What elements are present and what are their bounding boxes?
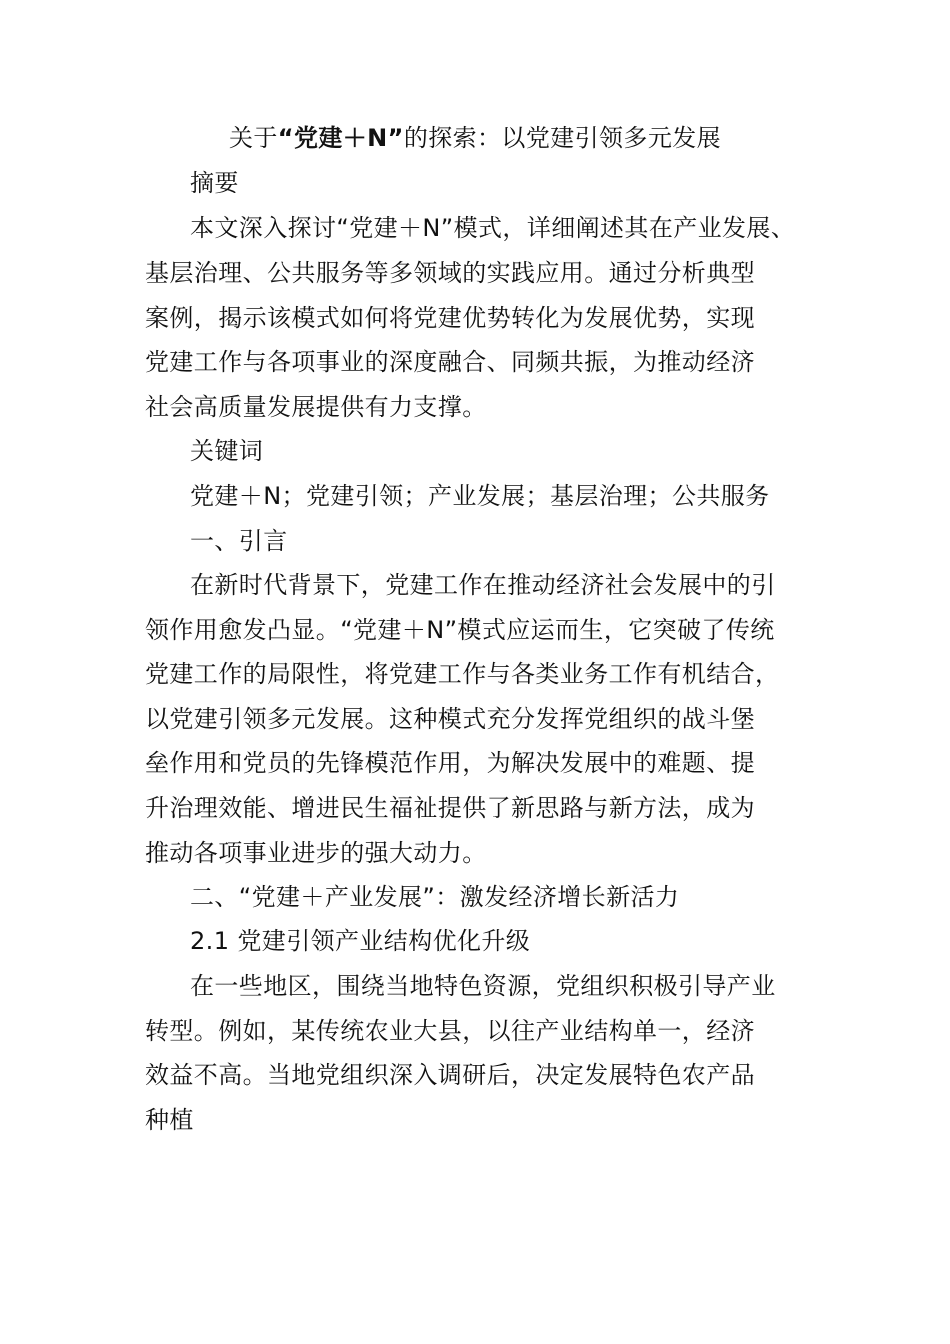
section-1-line: 在新时代背景下，党建工作在推动经济社会发展中的引 xyxy=(190,571,776,599)
section-2-1-line: 效益不高。当地党组织深入调研后，决定发展特色农产品 xyxy=(145,1061,755,1089)
section-2-1-heading: 2.1 党建引领产业结构优化升级 xyxy=(190,927,531,955)
keywords-list: 党建＋N；党建引领；产业发展；基层治理；公共服务 xyxy=(190,482,770,510)
abstract-line: 基层治理、公共服务等多领域的实践应用。通过分析典型 xyxy=(145,259,755,287)
section-1-line: 以党建引领多元发展。这种模式充分发挥党组织的战斗堡 xyxy=(145,705,755,733)
keywords-heading: 关键词 xyxy=(190,437,264,465)
title-suffix: 的探索：以党建引领多元发展 xyxy=(403,124,722,152)
title-bold-term: “党建＋N” xyxy=(277,124,404,152)
section-1-line: 垒作用和党员的先锋模范作用，为解决发展中的难题、提 xyxy=(145,749,755,777)
section-2-heading: 二、“党建＋产业发展”：激发经济增长新活力 xyxy=(190,883,680,911)
section-2-1-line: 在一些地区，围绕当地特色资源，党组织积极引导产业 xyxy=(190,972,776,1000)
section-1-line: 升治理效能、增进民生福祉提供了新思路与新方法，成为 xyxy=(145,794,755,822)
abstract-heading: 摘要 xyxy=(190,169,239,197)
document-title xyxy=(0,123,950,153)
abstract-line: 本文深入探讨“党建＋N”模式，详细阐述其在产业发展、 xyxy=(190,214,796,242)
title-prefix: 关于 xyxy=(228,124,278,152)
abstract-line: 社会高质量发展提供有力支撑。 xyxy=(145,393,487,421)
section-1-heading: 一、引言 xyxy=(190,527,288,555)
abstract-line: 党建工作与各项事业的深度融合、同频共振，为推动经济 xyxy=(145,348,755,376)
section-2-1-line: 种植 xyxy=(145,1106,194,1134)
section-2-1-line: 转型。例如，某传统农业大县，以往产业结构单一，经济 xyxy=(145,1017,755,1045)
section-1-line: 领作用愈发凸显。“党建＋N”模式应运而生，它突破了传统 xyxy=(145,616,775,644)
section-1-line: 党建工作的局限性，将党建工作与各类业务工作有机结合， xyxy=(145,660,780,688)
section-1-line: 推动各项事业进步的强大动力。 xyxy=(145,839,487,867)
abstract-line: 案例，揭示该模式如何将党建优势转化为发展优势，实现 xyxy=(145,304,755,332)
